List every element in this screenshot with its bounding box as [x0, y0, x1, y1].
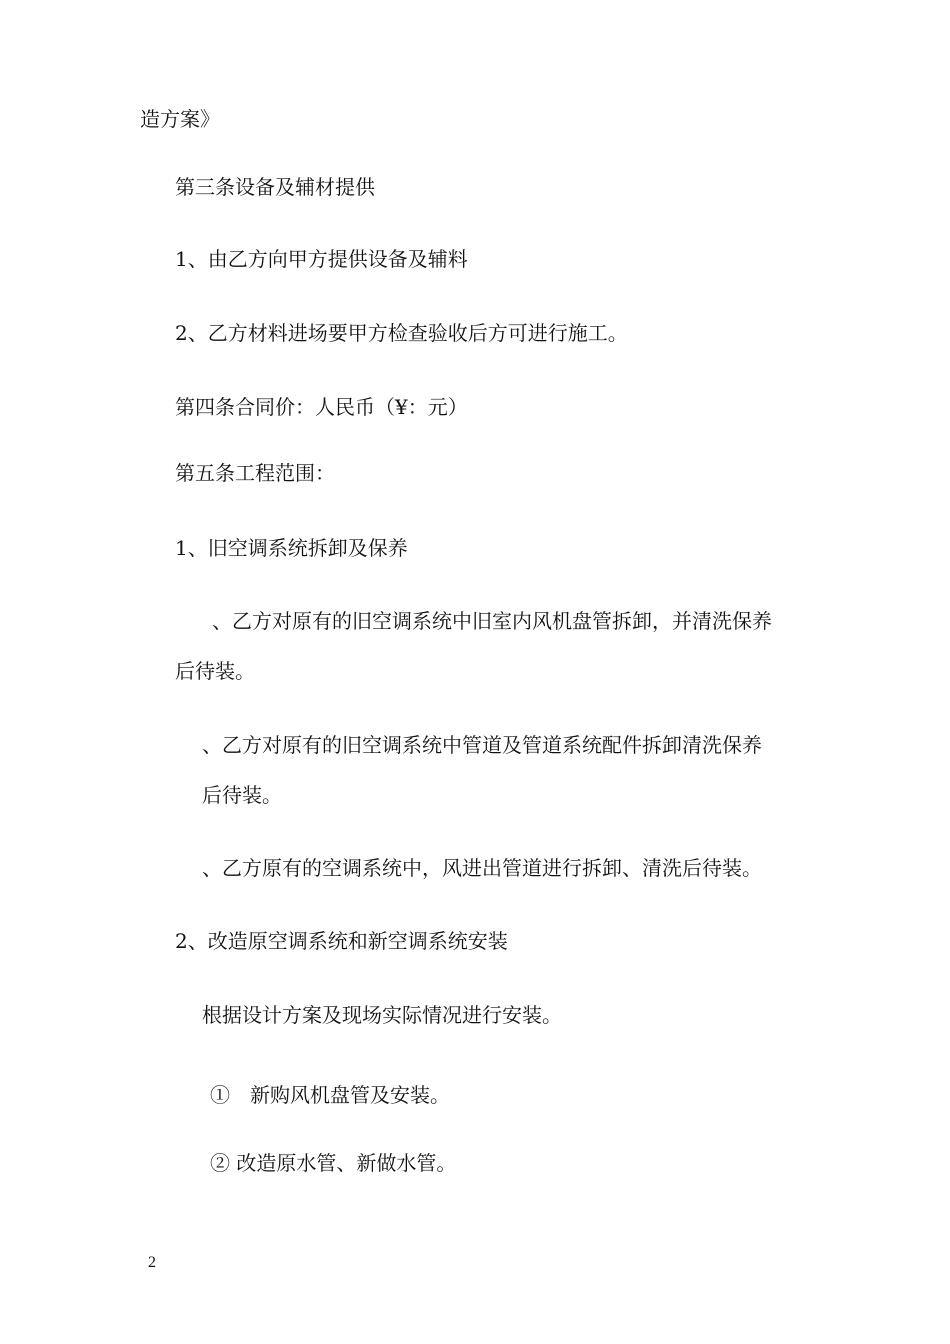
- numbered-item: ② 改造原水管、新做水管。: [210, 1151, 457, 1175]
- section-heading: 第四条合同价：人民币（¥：元）: [175, 395, 468, 419]
- numbered-item: ① 新购风机盘管及安装。: [210, 1083, 450, 1107]
- section-heading: 第三条设备及辅材提供: [175, 175, 375, 199]
- section-heading: 第五条工程范围：: [175, 461, 335, 485]
- list-item: 2、乙方材料进场要甲方检查验收后方可进行施工。: [175, 321, 628, 345]
- text-line: 后待装。: [202, 783, 282, 807]
- page-number: 2: [148, 1254, 156, 1271]
- list-item: 1、旧空调系统拆卸及保养: [175, 536, 408, 560]
- text-line: 后待装。: [175, 659, 255, 683]
- text-line: 、乙方原有的空调系统中，风进出管道进行拆卸、清洗后待装。: [202, 856, 762, 880]
- text-line: 、乙方对原有的旧空调系统中旧室内风机盘管拆卸，并清洗保养: [212, 609, 772, 633]
- list-item: 1、由乙方向甲方提供设备及辅料: [175, 247, 468, 271]
- list-item: 2、改造原空调系统和新空调系统安装: [175, 929, 508, 953]
- text-line: 造方案》: [140, 107, 220, 131]
- text-line: 根据设计方案及现场实际情况进行安装。: [202, 1003, 562, 1027]
- text-line: 、乙方对原有的旧空调系统中管道及管道系统配件拆卸清洗保养: [202, 733, 762, 757]
